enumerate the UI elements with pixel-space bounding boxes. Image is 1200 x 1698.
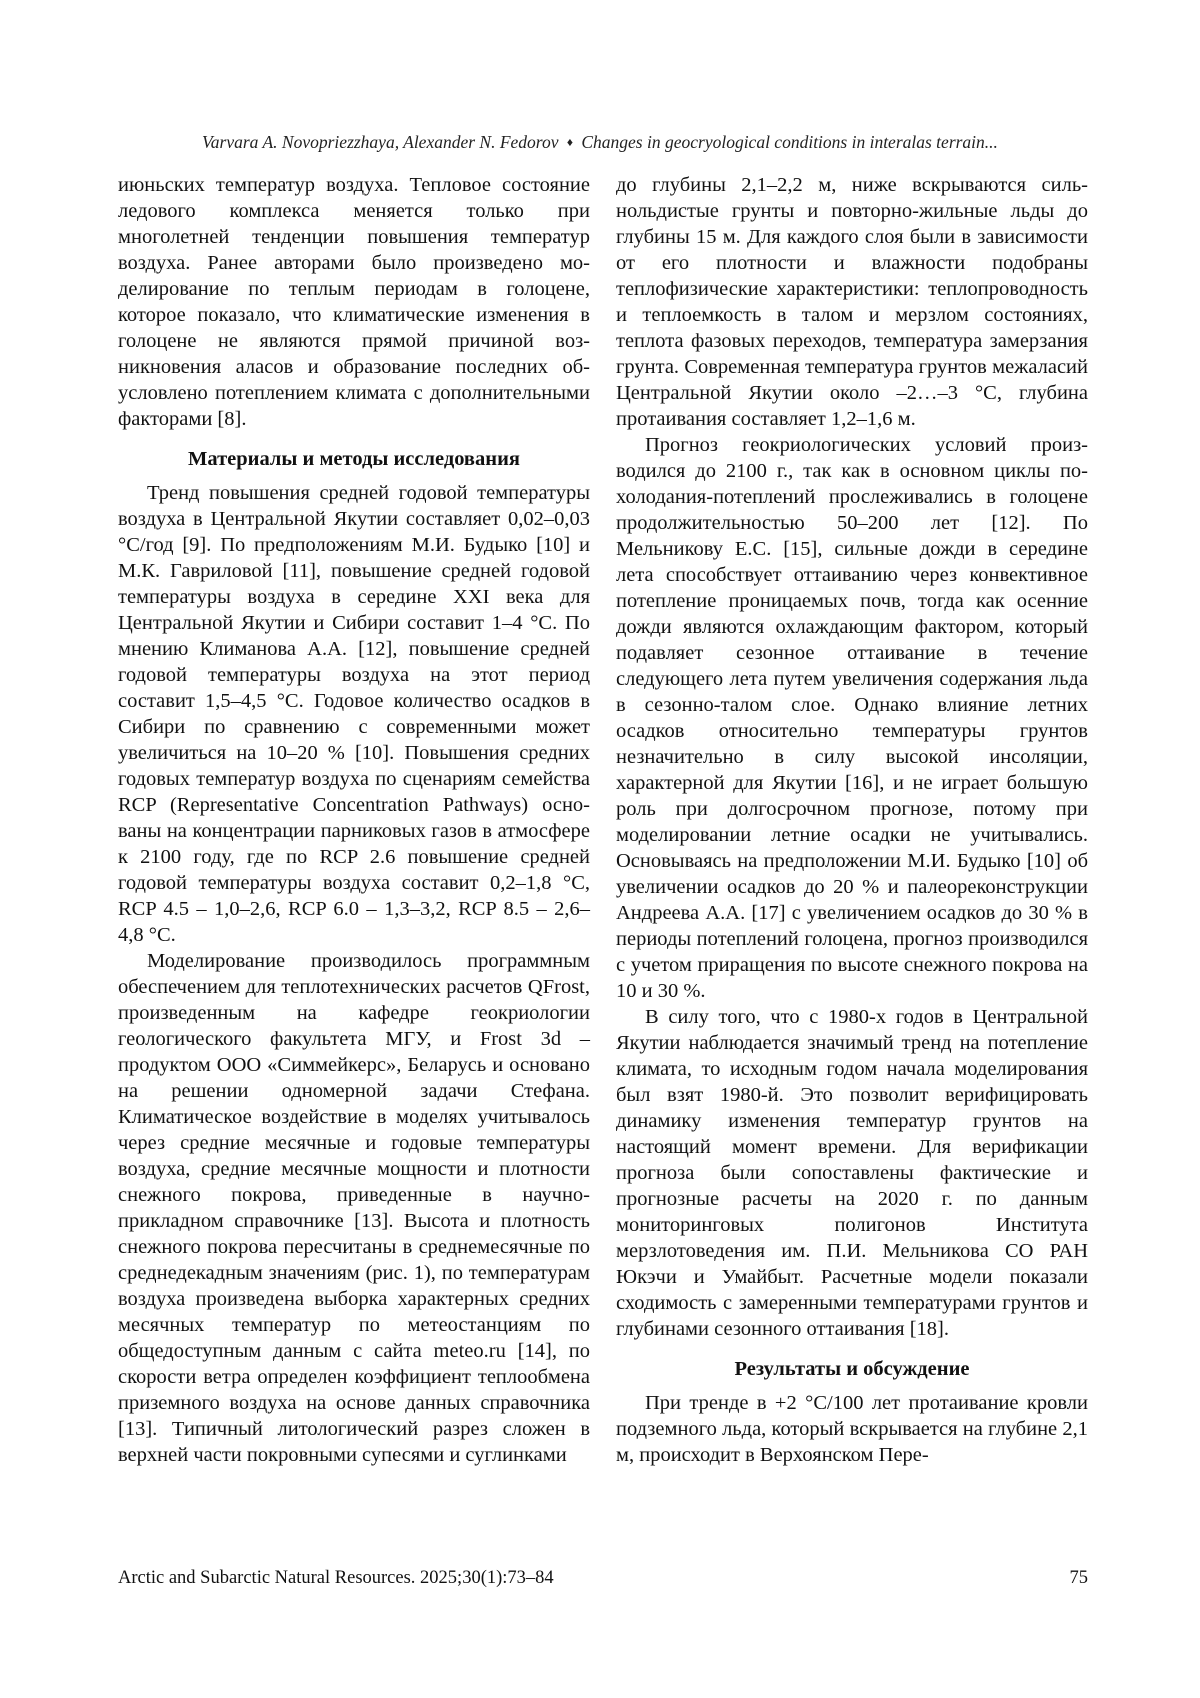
section-heading-methods: Материалы и методы исследования xyxy=(188,448,520,470)
right-paragraph-4: При тренде в +2 °С/100 лет протаивание кровли подземного льда, который вскрывается на глубине 2,1 м, происходит в Верхоянском Пере- xyxy=(616,1392,1088,1466)
left-column xyxy=(118,172,590,1468)
right-column xyxy=(616,172,1088,1468)
running-head xyxy=(0,132,1200,153)
journal-citation: Arctic and Subarctic Natural Resources. 2025;30(1):73–84 xyxy=(118,1568,554,1588)
running-head-title: Changes in geocryological conditions in interalas terrain... xyxy=(581,132,998,152)
running-head-authors: Varvara A. Novopriezzhaya, Alexander N. Fedorov xyxy=(202,132,559,152)
left-paragraph-1: июньских температур воздуха. Тепловое состояние ледового комплекса меняется только при многолетней тенденции повышения температур воздуха. Ранее авторами было произведено моделирование по теплым периодам в голоцене, которое показало, что климатические изменения в голоцене не являются прямой причиной возникновения аласов и образование последних обусловлено потеплением климата с дополнительными факторами [8]. xyxy=(118,174,590,430)
page-number: 75 xyxy=(1069,1568,1088,1588)
right-paragraph-2: Прогноз геокриологических условий производился до 2100 г., так как в основном циклы похолодания-потеплений прослеживались в голоцене продолжительностью 50–200 лет [12]. По Мельникову Е.С. [15], сильные дожди в середине лета способствует оттаиванию через конвективное потепление проницаемых почв, тогда как осенние дожди являются охлаждающим фактором, который подавляет сезонное оттаивание в течение следующего лета путем увеличения содержания льда в сезонно-талом слое. Однако влияние летних осадков относительно температуры грунтов незначительно в силу высокой инсоляции, характерной для Якутии [16], и не играет большую роль при долгосрочном прогнозе, потому при моделировании летние осадки не учитывались. Основываясь на предположении М.И. Будыко [10] об увеличении осадков до 20 % и палеореконструкции Андреева А.А. [17] с увеличением осадков до 30 % в периоды потеплений голоцена, прогноз производился с учетом приращения по высоте снежного покрова на 10 и 30 %. xyxy=(616,434,1088,1002)
section-heading-results: Результаты и обсуждение xyxy=(734,1358,970,1380)
right-paragraph-3: В силу того, что с 1980-х годов в Центральной Якутии наблюдается значимый тренд на потепление климата, то исходным годом начала моделирования был взят 1980-й. Это позволит верифицировать динамику изменения температур грунтов на настоящий момент времени. Для верификации прогноза были сопоставлены фактические и прогнозные расчеты на 2020 г. по данным мониторинговых полигонов Института мерзлотоведения им. П.И. Мельникова СО РАН Юкэчи и Умайбыт. Расчетные модели показали сходимость с замеренными температурами грунтов и глубинами сезонного оттаивания [18]. xyxy=(616,1006,1088,1340)
left-paragraph-2: Тренд повышения средней годовой температуры воздуха в Центральной Якутии составляет 0,02–0,03 °С/год [9]. По предположениям М.И. Будыко [10] и М.К. Гавриловой [11], повышение средней годовой температуры воздуха в середине XXI века для Центральной Якутии и Сибири составит 1–4 °С. По мнению Климанова А.А. [12], повышение средней годовой температуры воздуха на этот период составит 1,5–4,5 °С. Годовое количество осадков в Сибири по сравнению с современными может увеличиться на 10–20 % [10]. Повышения средних годовых температур воздуха по сценариям семейства RCP (Representative Concentration Pathways) основаны на концентрации парниковых газов в атмосфере к 2100 году, где по RCP 2.6 повышение средней годовой температуры воздуха составит 0,2–1,8 °С, RCP 4.5 – 1,0–2,6, RCP 6.0 – 1,3–3,2, RCP 8.5 – 2,6–4,8 °С. xyxy=(118,482,590,946)
left-paragraph-3: Моделирование производилось программным обеспечением для теплотехнических расчетов QFrost, произведенным на кафедре геокриологии геологического факультета МГУ, и Frost 3d – продуктом ООО «Симмейкерс», Беларусь и основано на решении одномерной задачи Стефана. Климатическое воздействие в моделях учитывалось через средние месячные и годовые температуры воздуха, средние месячные мощности и плотности снежного покрова, приведенные в научно-прикладном справочнике [13]. Высота и плотность снежного покрова пересчитаны в среднемесячные по среднедекадным значениям (рис. 1), по температурам воздуха произведена выборка характерных средних месячных температур по метеостанциям по общедоступным данным с сайта meteo.ru [14], по скорости ветра определен коэффициент теплообмена приземного воздуха на основе данных справочника [13]. Типичный литологический разрез сложен в верхней части покровными супесями и суглинками xyxy=(118,950,590,1466)
right-paragraph-1: до глубины 2,1–2,2 м, ниже вскрываются сильнольдистые грунты и повторно-жильные льды до глубины 15 м. Для каждого слоя были в зависимости от его плотности и влажности подобраны теплофизические характеристики: теплопроводность и теплоемкость в талом и мерзлом состояниях, теплота фазовых переходов, температура замерзания грунта. Современная температура грунтов межаласий Центральной Якутии около –2…–3 °С, глубина протаивания составляет 1,2–1,6 м. xyxy=(616,174,1088,430)
diamond-separator-icon: ♦ xyxy=(566,135,573,149)
